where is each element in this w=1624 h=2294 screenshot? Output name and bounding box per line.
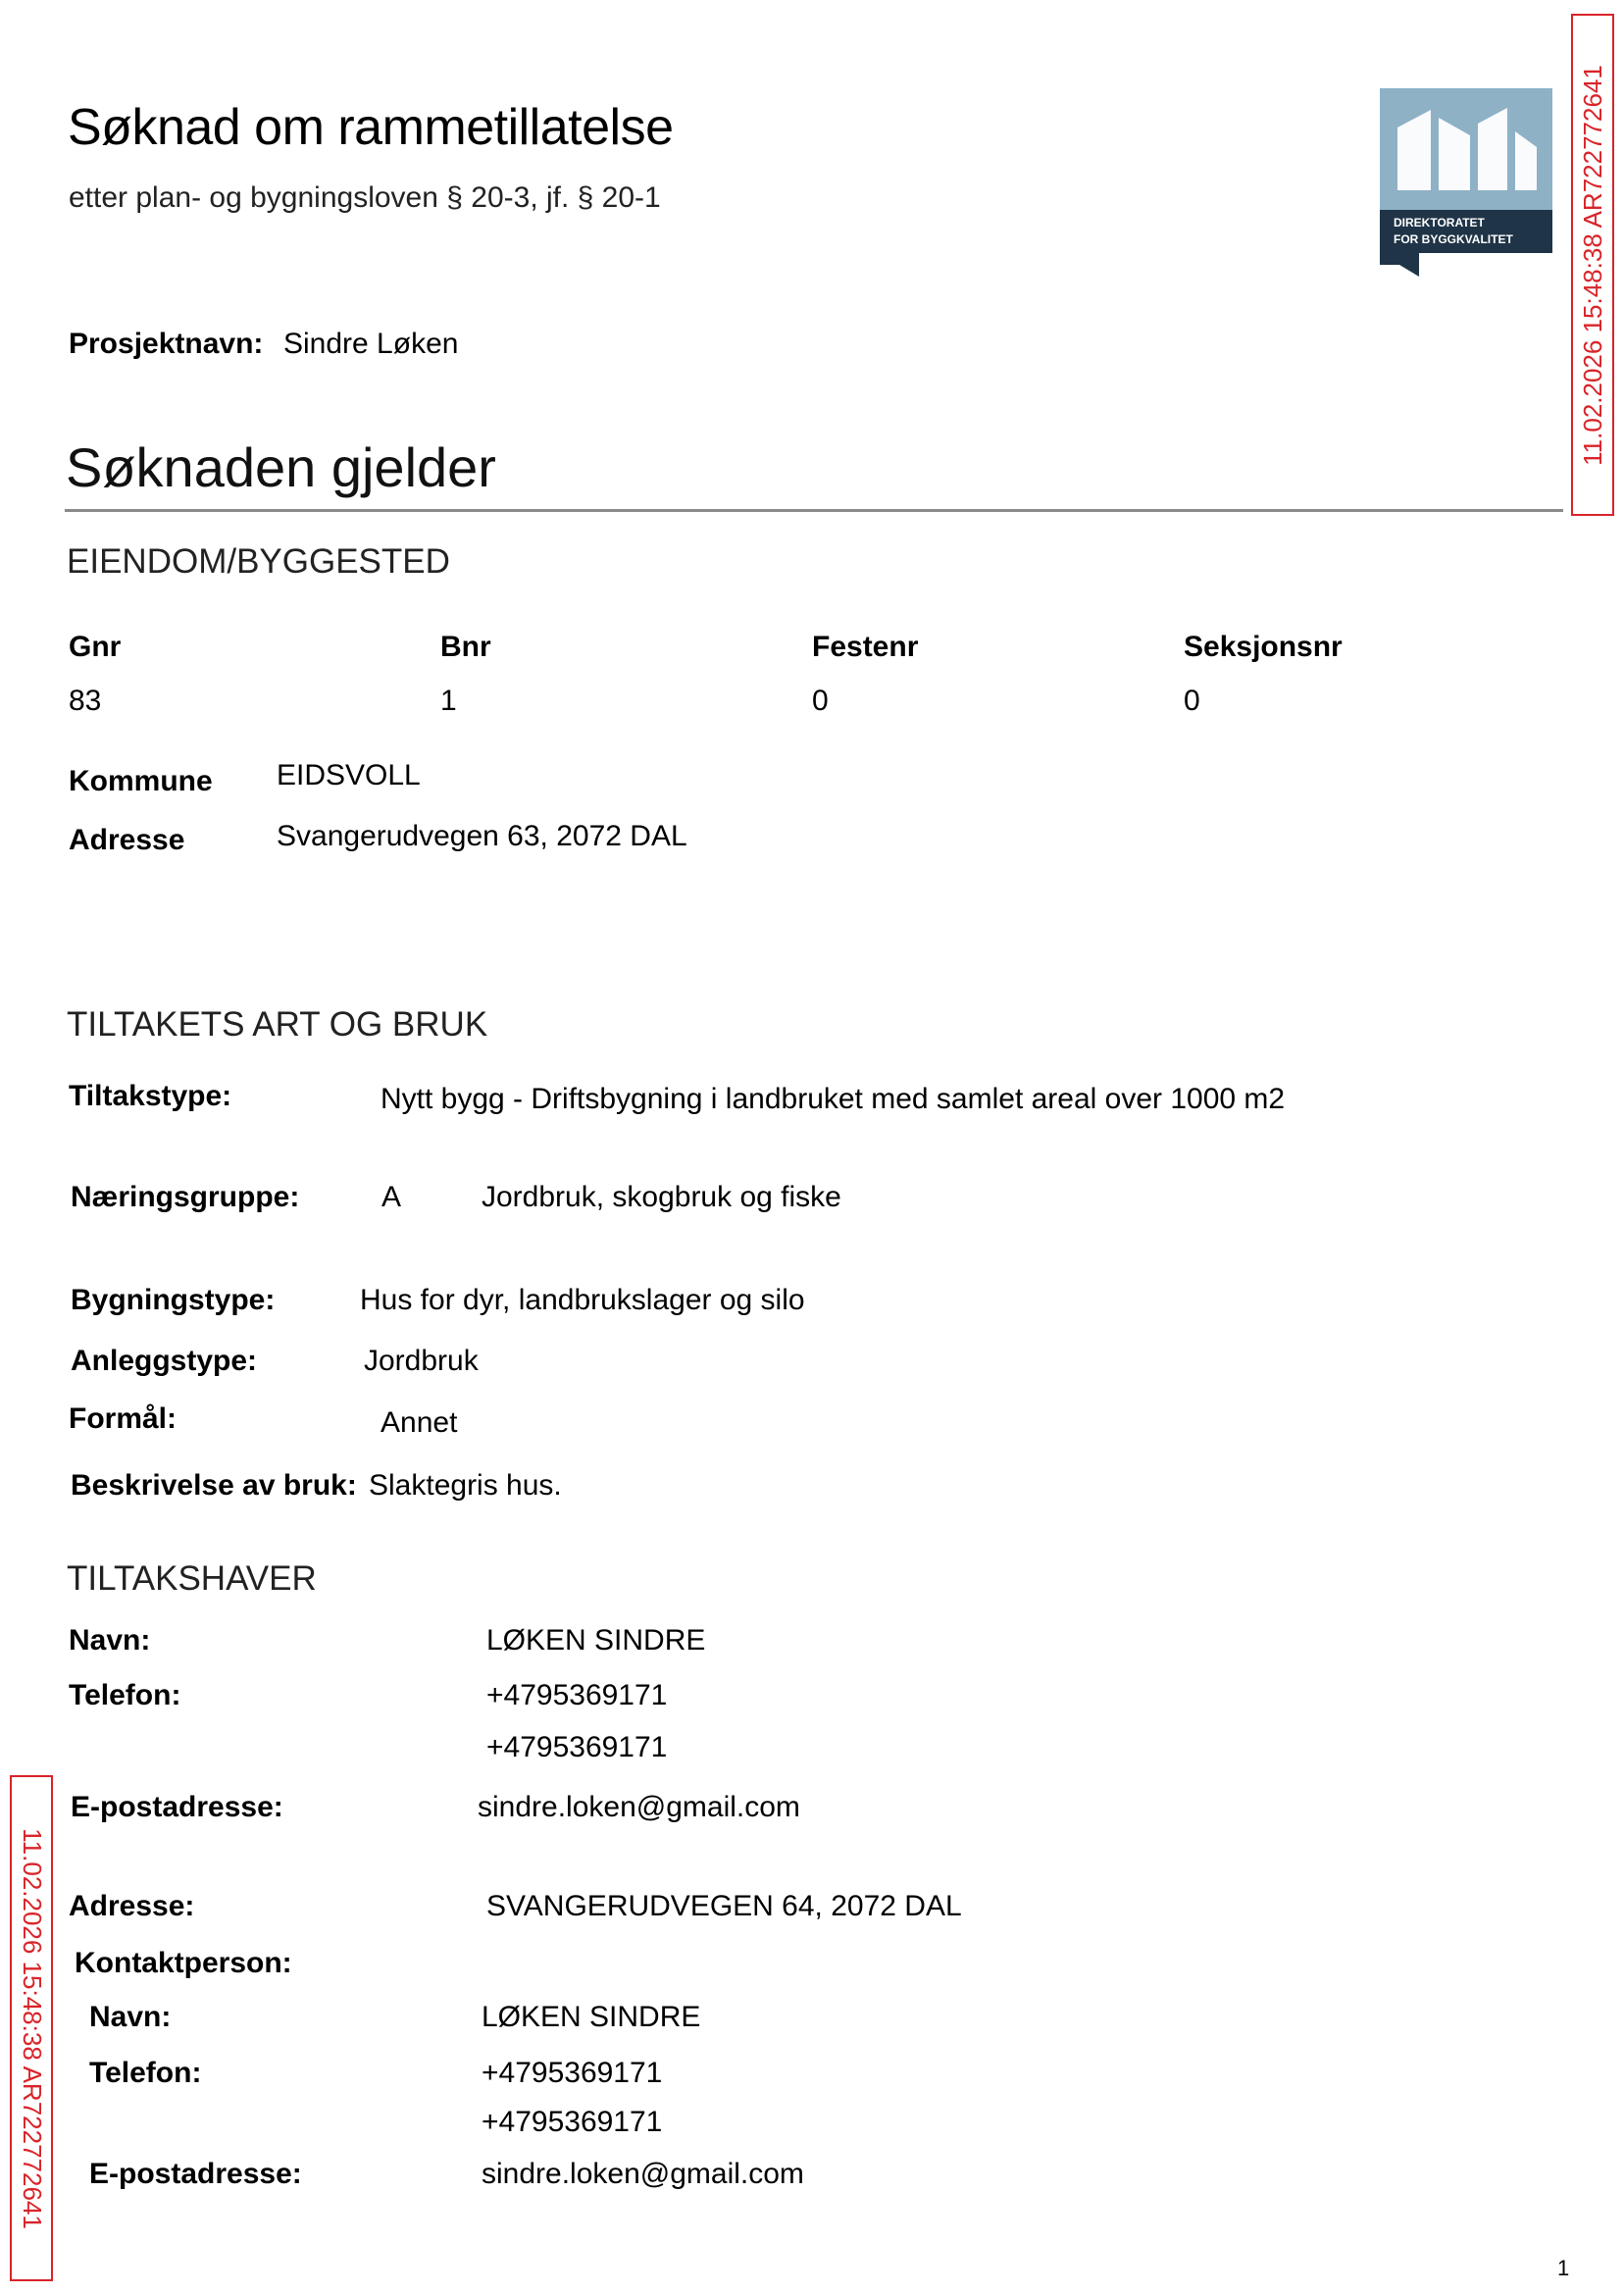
kontakt-epost-label: E-postadresse: xyxy=(89,2158,302,2190)
gnr-value: 83 xyxy=(69,685,102,717)
eiendom-heading: EIENDOM/BYGGESTED xyxy=(67,542,450,581)
kommune-value: EIDSVOLL xyxy=(277,759,421,791)
kontakt-telefon-label: Telefon: xyxy=(89,2057,202,2089)
tiltakshaver-epost-value: sindre.loken@gmail.com xyxy=(478,1791,800,1823)
tiltakshaver-navn-label: Navn: xyxy=(69,1624,151,1657)
naeringsgruppe-value: Jordbruk, skogbruk og fiske xyxy=(482,1181,841,1213)
festenr-value: 0 xyxy=(812,685,829,717)
dibk-logo xyxy=(1380,88,1552,277)
beskrivelse-label: Beskrivelse av bruk: xyxy=(71,1469,357,1502)
gnr-label: Gnr xyxy=(69,631,122,663)
tiltakshaver-heading: TILTAKSHAVER xyxy=(67,1559,317,1598)
adresse-value: Svangerudvegen 63, 2072 DAL xyxy=(277,820,687,852)
naeringsgruppe-code: A xyxy=(381,1181,402,1213)
document-subtitle: etter plan- og bygningsloven § 20-3, jf. § 20-1 xyxy=(69,181,661,214)
naeringsgruppe-label: Næringsgruppe: xyxy=(71,1181,300,1213)
kontakt-navn-value: LØKEN SINDRE xyxy=(482,2001,701,2033)
kontakt-navn-label: Navn: xyxy=(89,2001,172,2033)
tiltakshaver-epost-label: E-postadresse: xyxy=(71,1791,283,1823)
bygningstype-value: Hus for dyr, landbrukslager og silo xyxy=(360,1284,805,1316)
kontakt-telefon-1: +4795369171 xyxy=(482,2057,663,2089)
page-number: 1 xyxy=(1557,2256,1570,2280)
tiltakstype-value: Nytt bygg - Driftsbygning i landbruket med samlet areal over 1000 m2 xyxy=(381,1083,1286,1115)
section-divider xyxy=(65,509,1563,512)
tiltakshaver-telefon-label: Telefon: xyxy=(69,1679,181,1711)
document-title: Søknad om rammetillatelse xyxy=(68,99,674,156)
bnr-value: 1 xyxy=(440,685,457,717)
festenr-label: Festenr xyxy=(812,631,919,663)
section-title: Søknaden gjelder xyxy=(66,436,496,498)
seksjonsnr-value: 0 xyxy=(1184,685,1200,717)
kontaktperson-label: Kontaktperson: xyxy=(75,1947,292,1979)
tiltakshaver-adresse-label: Adresse: xyxy=(69,1890,195,1922)
logo-text-2: FOR BYGGKVALITET xyxy=(1394,232,1513,246)
stamp-left xyxy=(10,1775,53,2281)
tiltakshaver-adresse-value: SVANGERUDVEGEN 64, 2072 DAL xyxy=(486,1890,962,1922)
formal-label: Formål: xyxy=(69,1402,178,1435)
tiltakshaver-navn-value: LØKEN SINDRE xyxy=(486,1624,706,1657)
seksjonsnr-label: Seksjonsnr xyxy=(1184,631,1343,663)
tiltak-heading: TILTAKETS ART OG BRUK xyxy=(67,1005,488,1044)
project-label: Prosjektnavn: xyxy=(69,328,264,360)
bnr-label: Bnr xyxy=(440,631,491,663)
kontakt-telefon-2: +4795369171 xyxy=(482,2106,663,2138)
stamp-left-text: 11.02.2026 15:48:38 AR722772641 xyxy=(17,1827,47,2229)
logo-text-1: DIREKTORATET xyxy=(1394,216,1485,229)
beskrivelse-value: Slaktegris hus. xyxy=(369,1469,562,1502)
stamp-top-right-text: 11.02.2026 15:48:38 AR722772641 xyxy=(1577,64,1607,466)
kommune-label: Kommune xyxy=(69,765,213,797)
tiltakshaver-telefon-1: +4795369171 xyxy=(486,1679,668,1711)
tiltakstype-label: Tiltakstype: xyxy=(69,1080,232,1112)
anleggstype-label: Anleggstype: xyxy=(71,1345,258,1377)
kontakt-epost-value: sindre.loken@gmail.com xyxy=(482,2158,804,2190)
tiltakshaver-telefon-2: +4795369171 xyxy=(486,1731,668,1763)
project-value: Sindre Løken xyxy=(283,328,459,360)
adresse-label: Adresse xyxy=(69,824,185,856)
anleggstype-value: Jordbruk xyxy=(364,1345,479,1377)
bygningstype-label: Bygningstype: xyxy=(71,1284,276,1316)
stamp-top-right xyxy=(1571,14,1614,516)
formal-value: Annet xyxy=(381,1406,458,1439)
